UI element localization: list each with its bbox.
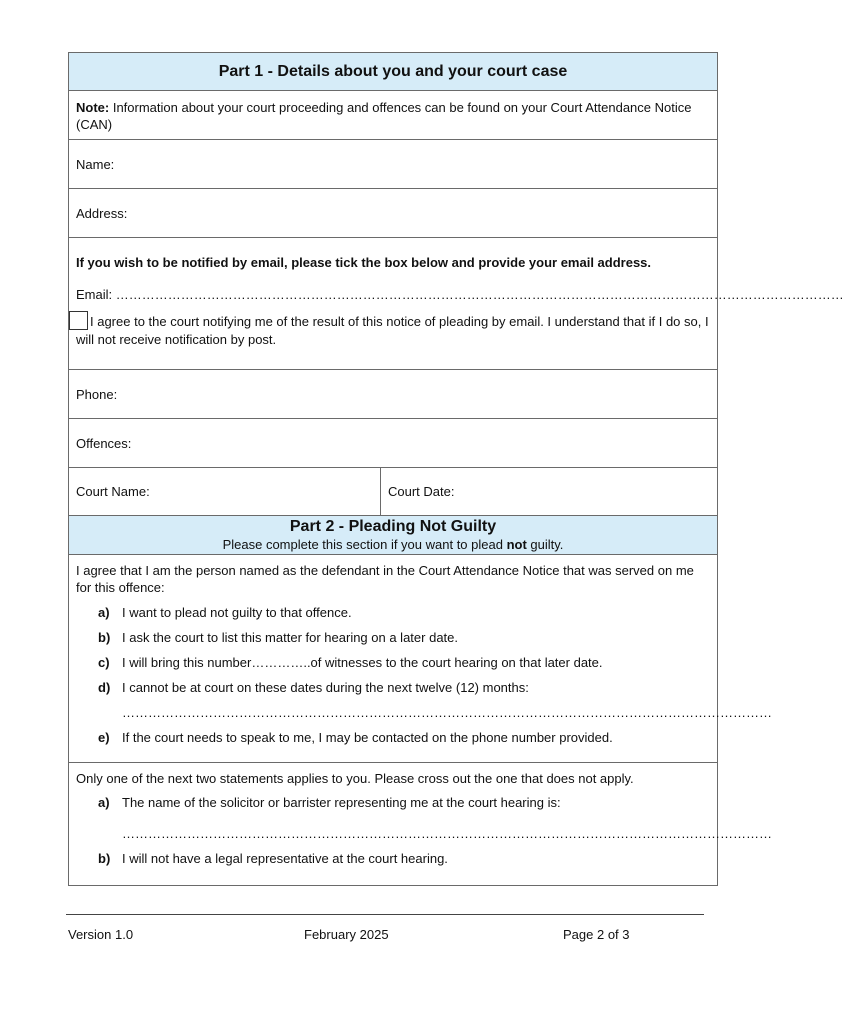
statement-b[interactable]: b) I will not have a legal representative at the court hearing. bbox=[98, 851, 448, 866]
footer-version: Version 1.0 bbox=[68, 927, 134, 942]
phone-label: Phone: bbox=[76, 387, 118, 402]
representation-section bbox=[69, 763, 772, 885]
part2-title: Part 2 - Pleading Not Guilty bbox=[289, 518, 497, 535]
plea-item-c[interactable]: c) I will bring this number…………..of witnesses to the court hearing on that later date. bbox=[98, 655, 603, 670]
court-date-field[interactable] bbox=[381, 468, 717, 515]
plea-item-b: b) I ask the court to list this matter for hearing on a later date. bbox=[98, 630, 459, 645]
email-field[interactable] bbox=[76, 286, 844, 303]
note-label: Note: bbox=[76, 100, 110, 115]
statement-a[interactable]: a) The name of the solicitor or barrister representing me at the court hearing is: bbox=[98, 795, 561, 810]
plea-section bbox=[69, 555, 772, 763]
unavailable-dates-field[interactable]: …………………………………………………………………………………………………………………………………… bbox=[122, 705, 772, 720]
address-field[interactable] bbox=[69, 189, 717, 238]
phone-field[interactable] bbox=[69, 370, 717, 419]
offences-field[interactable] bbox=[69, 419, 717, 468]
representation-intro: Only one of the next two statements applies to you. Please cross out the one that does not apply. bbox=[76, 771, 634, 786]
email-label: Email: bbox=[76, 287, 113, 302]
plea-item-a: a) I want to plead not guilty to that offence. bbox=[98, 605, 352, 620]
footer-divider bbox=[66, 914, 704, 915]
plea-item-d: d) I cannot be at court on these dates during the next twelve (12) months: bbox=[98, 680, 529, 695]
email-intro: If you wish to be notified by email, please tick the box below and provide your email address. bbox=[76, 255, 652, 270]
note-text: Information about your court proceeding and offences can be found on your Court Attendance Notice (CAN) bbox=[76, 100, 692, 132]
email-consent-checkbox[interactable] bbox=[69, 311, 88, 330]
court-name-label: Court Name: bbox=[76, 484, 150, 499]
plea-intro: I agree that I am the person named as the defendant in the Court Attendance Notice that was served on me for this offence: bbox=[76, 563, 694, 595]
note-row bbox=[69, 91, 717, 140]
solicitor-name-field[interactable]: …………………………………………………………………………………………………………………………………… bbox=[122, 826, 772, 841]
email-dots: …………………………………………………………………………………………………………………………………………………… bbox=[115, 287, 844, 302]
part2-header bbox=[69, 516, 717, 555]
part1-header bbox=[69, 53, 717, 91]
part2-subtitle: Please complete this section if you want to plead not guilty. bbox=[222, 537, 564, 552]
court-row bbox=[69, 468, 717, 516]
name-field[interactable] bbox=[69, 140, 717, 189]
email-consent bbox=[76, 311, 710, 349]
email-section bbox=[69, 238, 844, 370]
address-label: Address: bbox=[76, 206, 128, 221]
footer-date: February 2025 bbox=[304, 927, 389, 942]
plea-item-e: e) If the court needs to speak to me, I may be contacted on the phone number provided. bbox=[98, 730, 613, 745]
court-form bbox=[68, 52, 844, 886]
offences-label: Offences: bbox=[76, 436, 132, 451]
court-name-field[interactable] bbox=[69, 468, 381, 515]
part1-title: Part 1 - Details about you and your court case bbox=[218, 63, 568, 80]
court-date-label: Court Date: bbox=[388, 484, 455, 499]
name-label: Name: bbox=[76, 157, 115, 172]
footer-page-number: Page 2 of 3 bbox=[563, 927, 630, 942]
email-consent-text: I agree to the court notifying me of the result of this notice of pleading by email. I understand that if I do so, I will not receive notification by post. bbox=[76, 314, 709, 347]
plea-list bbox=[76, 600, 772, 750]
